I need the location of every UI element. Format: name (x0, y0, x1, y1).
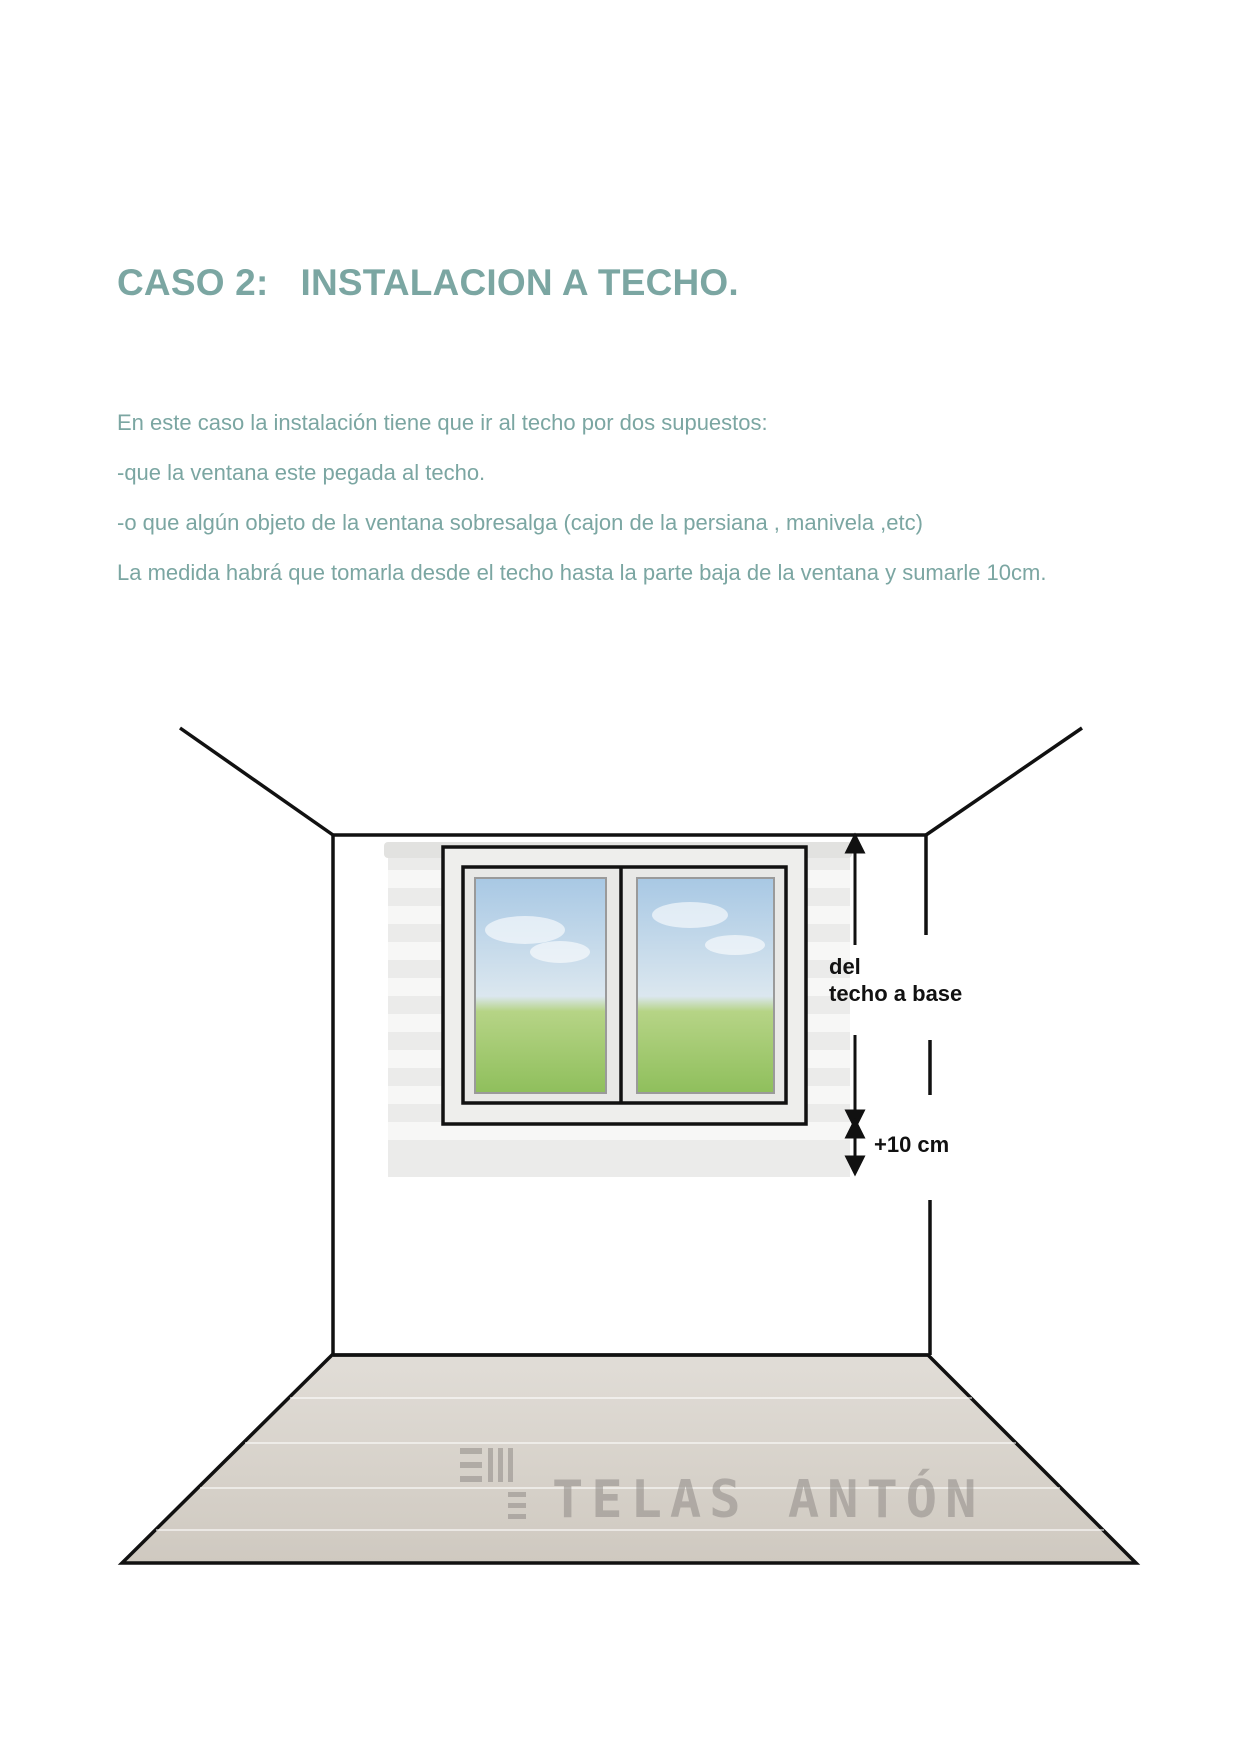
watermark-brand: TELAS ANTÓN (552, 1470, 985, 1530)
window-pane-left (475, 878, 606, 1093)
paragraph-measure: La medida habrá que tomarla desde el techo hasta la parte baja de la ventana y sumarle 10cm. (117, 560, 1047, 585)
wall-right-edge (926, 835, 930, 1355)
paragraph-case-b: -o que algún objeto de la ventana sobresalga (cajon de la persiana , manivela ,etc) (117, 510, 923, 535)
ceiling-edge-right (926, 728, 1082, 835)
label-ceiling-line1: del (829, 954, 861, 979)
room-diagram (0, 700, 1240, 1600)
paragraph-case-a: -que la ventana este pegada al techo. (117, 460, 486, 485)
label-plus-ten: +10 cm (874, 1132, 950, 1157)
title-case: CASO 2: (117, 262, 269, 303)
paragraph-intro: En este caso la instalación tiene que ir al techo por dos supuestos: (117, 410, 768, 435)
label-ceiling-line2: techo a base (829, 981, 963, 1006)
page-title (117, 262, 739, 304)
ceiling-edge-left (180, 728, 333, 835)
title-text: INSTALACION A TECHO. (300, 262, 739, 303)
room-floor (122, 1355, 1136, 1563)
